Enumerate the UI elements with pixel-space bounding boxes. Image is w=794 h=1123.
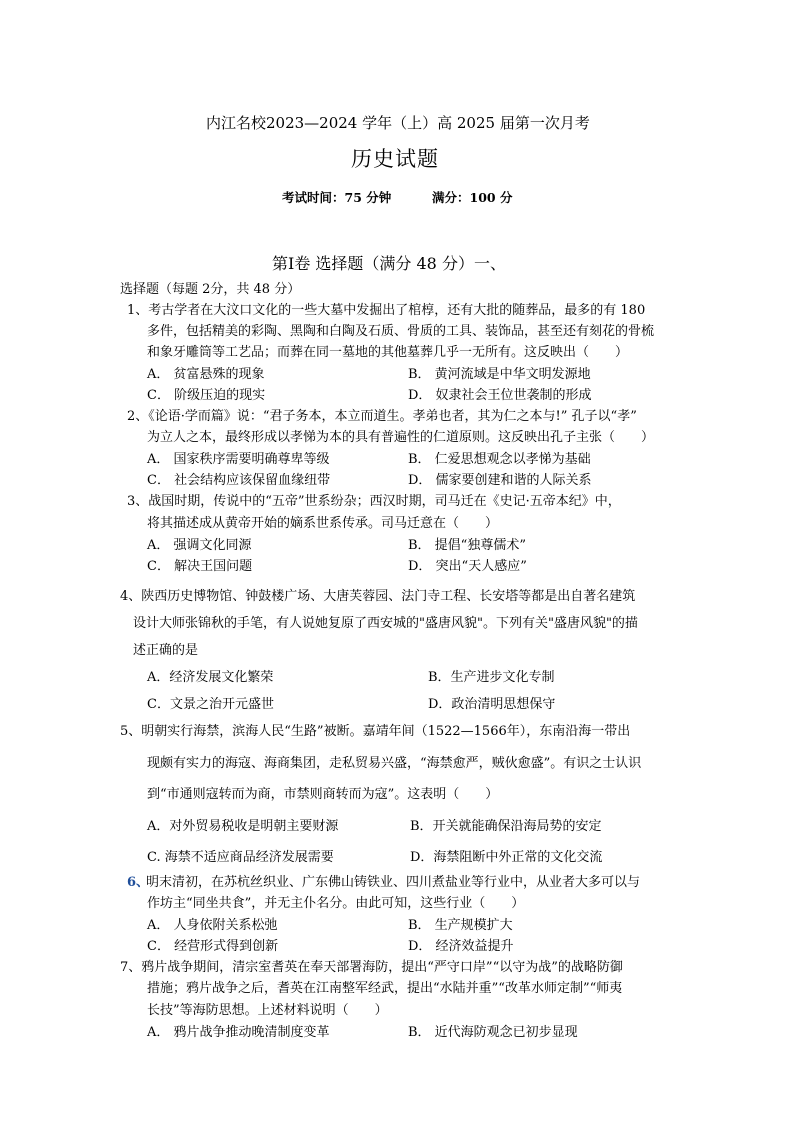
option-a[interactable]: A．经济发展文化繁荣 (147, 670, 274, 685)
question-line: 作坊主“同坐共食”，并无主仆名分。由此可知，这些行业（ ） (147, 896, 525, 911)
option-c[interactable]: C． 社会结构应该保留血缘纽带 (147, 473, 331, 488)
option-d[interactable]: D．政治清明思想保守 (428, 697, 556, 712)
option-b[interactable]: B． 生产规模扩大 (408, 918, 513, 933)
question-line: 和象牙雕筒等工艺品；而葬在同一墓地的其他墓葬几乎一无所有。这反映出（ ） (147, 345, 629, 360)
question-line: 将其描述成从黄帝开始的嫡系世系传承。司马迁意在（ ） (147, 516, 499, 531)
section-note: 选择题（每题 2分，共 48 分） (120, 282, 301, 297)
option-d[interactable]: D． 儒家要创建和谐的人际关系 (408, 473, 592, 488)
question-line: 2、《论语·学而篇》说：“君子务本，本立而道生。孝弟也者，其为仁之本与!” 孔子以“孝” (127, 409, 637, 424)
option-d[interactable]: D． 经济效益提升 (408, 939, 514, 954)
option-b[interactable]: B． 近代海防观念已初步显现 (408, 1025, 578, 1040)
option-d[interactable]: D．海禁阻断中外正常的文化交流 (410, 850, 603, 865)
option-b[interactable]: B． 黄河流域是中华文明发源地 (408, 367, 591, 382)
option-b[interactable]: B． 提倡“独尊儒术” (408, 538, 526, 553)
question-line: 述正确的是 (133, 643, 199, 658)
option-a[interactable]: A． 贫富悬殊的现象 (147, 367, 265, 382)
option-c[interactable]: C．文景之治开元盛世 (147, 697, 274, 712)
question-line: 5、明朝实行海禁，滨海人民“生路”被断。嘉靖年间（1522—1566年），东南沿海一带出 (120, 724, 631, 739)
question-line: 为立人之本，最终形成以孝悌为本的具有普遍性的仁道原则。这反映出孔子主张（ ） (147, 430, 655, 445)
section-title: 第Ⅰ卷 选择题（满分 48 分）一、 (272, 254, 506, 273)
option-a[interactable]: A． 人身依附关系松弛 (147, 918, 278, 933)
option-c[interactable]: C． 经营形式得到创新 (147, 939, 279, 954)
option-c[interactable]: C． 阶级压迫的现实 (147, 388, 266, 403)
option-a[interactable]: A．对外贸易税收是明朝主要财源 (147, 819, 339, 834)
question-number: 6、 (127, 875, 150, 890)
page-title: 历史试题 (351, 147, 439, 171)
question-line: 现颇有实力的海寇、海商集团，走私贸易兴盛，“海禁愈严，贼伙愈盛”。有识之士认识 (147, 756, 642, 771)
question-line: 到“市通则寇转而为商，市禁则商转而为寇”。这表明（ ） (147, 787, 499, 802)
exam-time: 考试时间：75 分钟 (282, 190, 392, 205)
option-a[interactable]: A． 强调文化同源 (147, 538, 252, 553)
full-score: 满分：100 分 (432, 190, 513, 205)
option-d[interactable]: D． 突出“天人感应” (408, 559, 527, 574)
option-b[interactable]: B．生产进步文化专制 (428, 670, 555, 685)
option-a[interactable]: A． 鸦片战争推动晚清制度变革 (147, 1025, 330, 1040)
option-a[interactable]: A． 国家秩序需要明确尊卑等级 (147, 452, 330, 467)
question-line: 措施；鸦片战争之后，耆英在江南整军经武，提出“水陆并重”“改革水师定制”“师夷 (147, 981, 623, 996)
exam-header: 内江名校2023—2024 学年（上）高 2025 届第一次月考 (206, 114, 590, 132)
option-b[interactable]: B． 仁爱思想观念以孝悌为基础 (408, 452, 591, 467)
question-line: 7、鸦片战争期间，清宗室耆英在奉天部署海防，提出“严守口岸”“以守为战”的战略防御 (120, 960, 623, 975)
question-line: 3、战国时期，传说中的“五帝”世系纷杂；西汉时期，司马迁在《史记·五帝本纪》中， (127, 494, 621, 509)
option-c[interactable]: C. 海禁不适应商品经济发展需要 (147, 850, 334, 865)
question-line: 多件，包括精美的彩陶、黑陶和白陶及石质、骨质的工具、装饰品，甚至还有刻花的骨梳 (147, 324, 655, 339)
option-d[interactable]: D． 奴隶社会王位世袭制的形成 (408, 388, 592, 403)
option-c[interactable]: C． 解决王国问题 (147, 559, 253, 574)
question-line: 4、陕西历史博物馆、钟鼓楼广场、大唐芙蓉园、法门寺工程、长安塔等都是出自著名建筑 (120, 589, 636, 604)
question-line: 长技”等海防思想。上述材料说明（ ） (147, 1003, 388, 1018)
option-b[interactable]: B．开关就能确保沿海局势的安定 (410, 819, 602, 834)
question-line: 1、考古学者在大汶口文化的一些大墓中发掘出了棺椁，还有大批的随葬品，最多的有 180 (127, 303, 646, 318)
question-line: 设计大师张锦秋的手笔，有人说她复原了西安城的"盛唐风貌"。下列有关"盛唐风貌"的描 (133, 616, 638, 631)
question-line: 明末清初，在苏杭丝织业、广东佛山铸铁业、四川煮盐业等行业中，从业者大多可以与 (146, 875, 641, 890)
